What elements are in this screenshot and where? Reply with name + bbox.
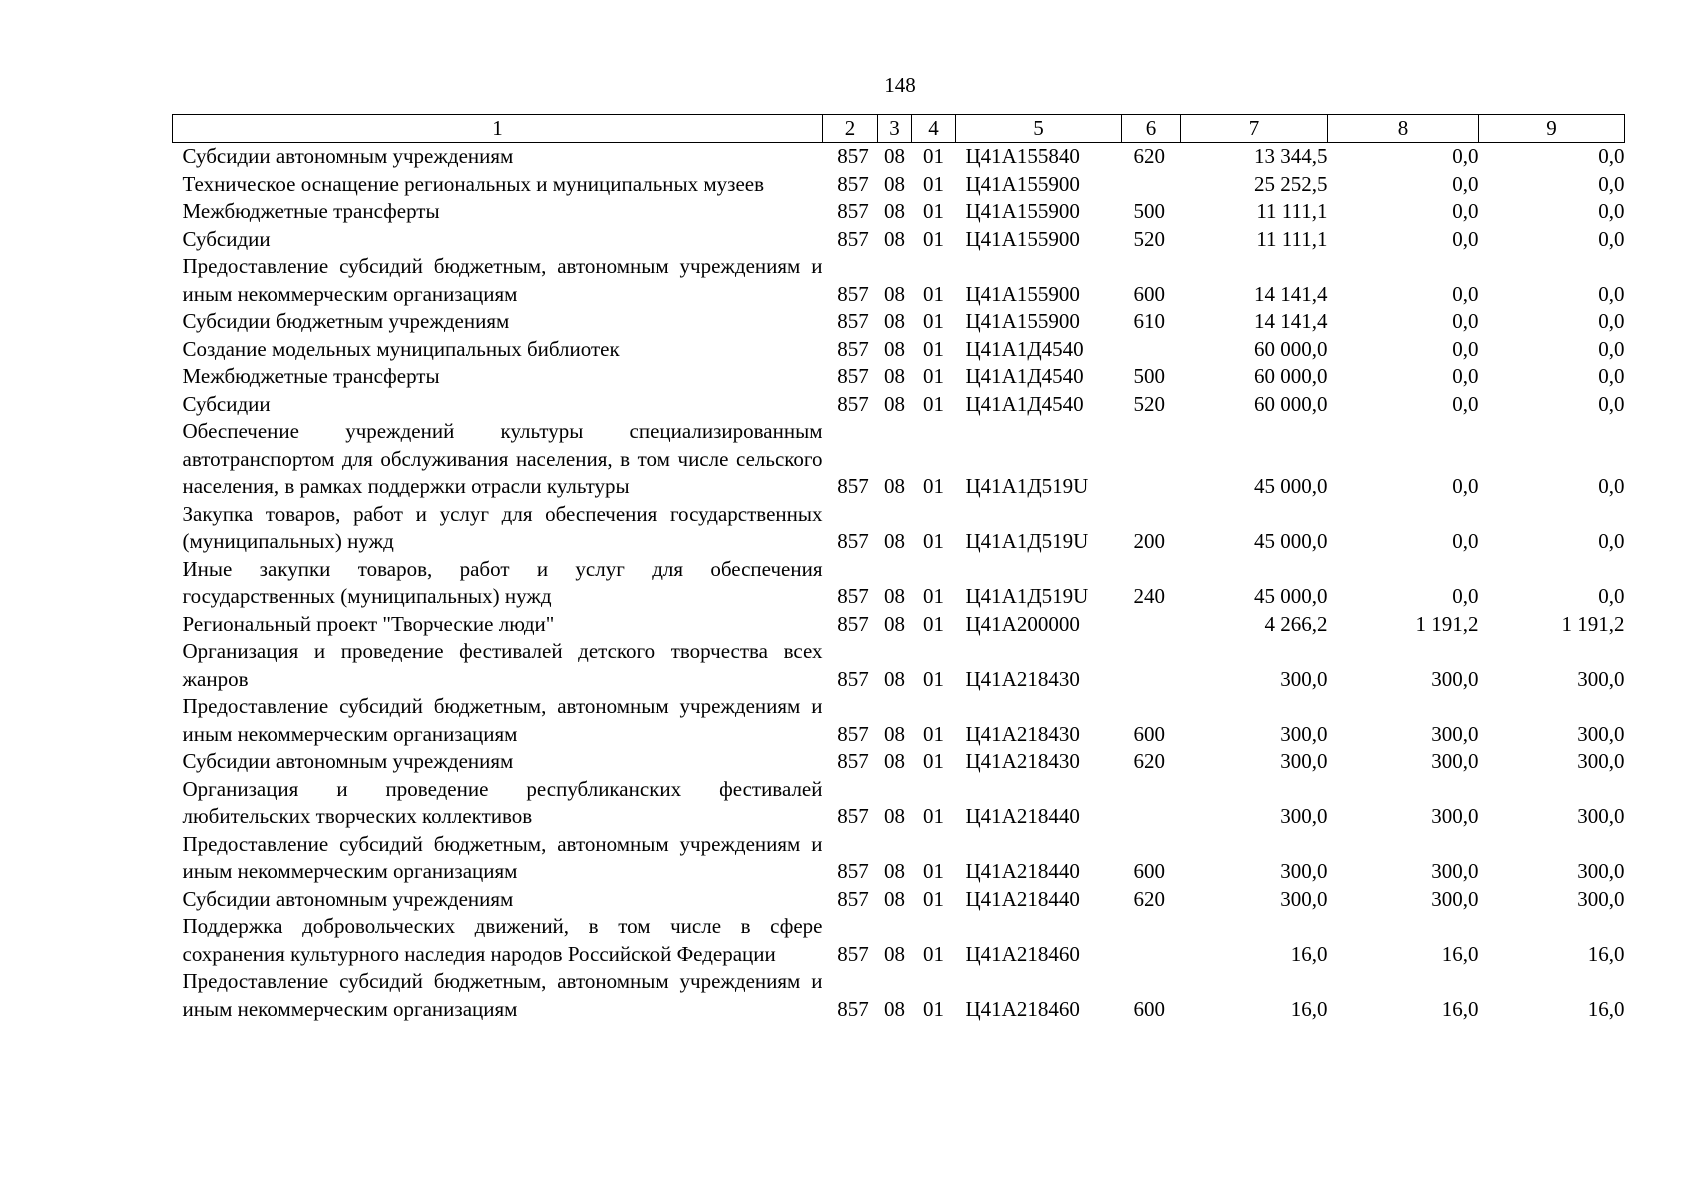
code-cell: 857 [837, 996, 869, 1021]
code-cell: 857 [837, 721, 869, 746]
amount-cell: 0,0 [1598, 226, 1625, 251]
table-row [173, 611, 1625, 639]
section-cell: 08 [884, 721, 905, 746]
subsection-cell: 01 [923, 996, 944, 1021]
row-name-cell: Создание модельных муниципальных библиотек [182, 336, 620, 361]
code-cell: 857 [837, 171, 869, 196]
expense-type-cell: 600 [1133, 281, 1165, 306]
section-cell: 08 [884, 859, 905, 883]
target-article-cell: Ц41А218430 [965, 721, 1080, 746]
subsection-cell: 01 [923, 611, 944, 636]
amount-cell: 0,0 [1452, 171, 1479, 196]
column-header: 4 [912, 115, 956, 143]
amount-cell: 0,0 [1452, 309, 1479, 333]
expense-type-cell: 200 [1133, 529, 1165, 553]
subsection-cell: 01 [923, 584, 944, 608]
amount-cell: 0,0 [1452, 144, 1479, 168]
column-header: 1 [173, 115, 823, 143]
subsection-cell: 01 [923, 529, 944, 553]
code-cell: 857 [837, 859, 869, 883]
column-header: 5 [956, 115, 1122, 143]
subsection-cell: 01 [923, 941, 944, 966]
table-row [173, 748, 1625, 776]
expense-type-cell: 620 [1133, 749, 1165, 773]
amount-cell: 0,0 [1452, 336, 1479, 361]
section-cell: 08 [884, 941, 905, 966]
table-row [173, 171, 1625, 199]
target-article-cell: Ц41А155840 [965, 144, 1080, 168]
target-article-cell: Ц41А1Д4540 [965, 391, 1084, 416]
amount-cell: 0,0 [1598, 281, 1625, 306]
amount-cell: 4 266,2 [1264, 611, 1328, 636]
amount-cell: 45 000,0 [1254, 474, 1328, 498]
amount-cell: 300,0 [1431, 749, 1479, 773]
amount-cell: 14 141,4 [1254, 309, 1328, 333]
subsection-cell: 01 [923, 721, 944, 746]
code-cell: 857 [837, 144, 869, 168]
table-row [173, 226, 1625, 254]
section-cell: 08 [884, 886, 905, 911]
expense-type-cell [1122, 611, 1181, 639]
expense-type-cell: 500 [1133, 364, 1165, 388]
amount-cell: 300,0 [1577, 749, 1625, 773]
target-article-cell: Ц41А1Д519U [965, 529, 1089, 553]
amount-cell: 0,0 [1598, 199, 1625, 223]
section-cell: 08 [884, 584, 905, 608]
target-article-cell: Ц41А218440 [965, 804, 1080, 828]
expense-type-cell [1122, 418, 1181, 501]
expense-type-cell: 600 [1133, 859, 1165, 883]
target-article-cell: Ц41А218460 [965, 996, 1080, 1021]
code-cell: 857 [837, 886, 869, 911]
expense-type-cell: 600 [1133, 721, 1165, 746]
target-article-cell: Ц41А1Д4540 [965, 364, 1084, 388]
table-row [173, 638, 1625, 693]
section-cell: 08 [884, 666, 905, 691]
table-row [173, 776, 1625, 831]
amount-cell: 0,0 [1598, 391, 1625, 416]
section-cell: 08 [884, 171, 905, 196]
expense-type-cell: 500 [1133, 199, 1165, 223]
column-header: 7 [1181, 115, 1328, 143]
amount-cell: 300,0 [1280, 804, 1328, 828]
target-article-cell: Ц41А1Д4540 [965, 336, 1084, 361]
target-article-cell: Ц41А1Д519U [965, 474, 1089, 498]
amount-cell: 0,0 [1452, 281, 1479, 306]
amount-cell: 300,0 [1280, 859, 1328, 883]
expense-type-cell: 610 [1133, 309, 1165, 333]
amount-cell: 300,0 [1280, 886, 1328, 911]
amount-cell: 300,0 [1577, 804, 1625, 828]
subsection-cell: 01 [923, 859, 944, 883]
code-cell: 857 [837, 611, 869, 636]
amount-cell: 16,0 [1441, 941, 1479, 966]
target-article-cell: Ц41А218430 [965, 749, 1080, 773]
amount-cell: 16,0 [1441, 996, 1479, 1021]
expense-type-cell: 620 [1133, 886, 1165, 911]
amount-cell: 300,0 [1577, 666, 1625, 691]
expense-type-cell [1122, 336, 1181, 364]
section-cell: 08 [884, 281, 905, 306]
subsection-cell: 01 [923, 336, 944, 361]
section-cell: 08 [884, 199, 905, 223]
target-article-cell: Ц41А155900 [965, 281, 1080, 306]
subsection-cell: 01 [923, 226, 944, 251]
target-article-cell: Ц41А218440 [965, 859, 1080, 883]
section-cell: 08 [884, 529, 905, 553]
table-row [173, 253, 1625, 308]
amount-cell: 300,0 [1431, 666, 1479, 691]
column-header: 9 [1479, 115, 1625, 143]
section-cell: 08 [884, 391, 905, 416]
amount-cell: 0,0 [1598, 584, 1625, 608]
amount-cell: 1 191,2 [1561, 611, 1625, 636]
table-row [173, 886, 1625, 914]
table-row [173, 693, 1625, 748]
column-header: 2 [823, 115, 878, 143]
row-name-cell: Региональный проект "Творческие люди" [182, 611, 555, 636]
row-name-cell: Иные закупки товаров, работ и услуг для обеспечения государственных (муниципальных) нужд [182, 556, 823, 608]
table-row [173, 913, 1625, 968]
subsection-cell: 01 [923, 886, 944, 911]
subsection-cell: 01 [923, 666, 944, 691]
expense-type-cell [1122, 913, 1181, 968]
section-cell: 08 [884, 611, 905, 636]
subsection-cell: 01 [923, 281, 944, 306]
expense-type-cell: 620 [1133, 144, 1165, 168]
table-row [173, 501, 1625, 556]
row-name-cell: Межбюджетные трансферты [182, 364, 440, 388]
target-article-cell: Ц41А155900 [965, 199, 1080, 223]
expense-type-cell [1122, 171, 1181, 199]
row-name-cell: Техническое оснащение региональных и муниципальных музеев [182, 171, 765, 196]
table-row [173, 308, 1625, 336]
amount-cell: 300,0 [1431, 886, 1479, 911]
row-name-cell: Предоставление субсидий бюджетным, автономным учреждениям и иным некоммерческим организациям [182, 254, 823, 306]
amount-cell: 300,0 [1280, 666, 1328, 691]
expense-type-cell: 600 [1133, 996, 1165, 1021]
row-name-cell: Субсидии автономным учреждениям [182, 886, 514, 911]
section-cell: 08 [884, 364, 905, 388]
table-row [173, 968, 1625, 1023]
code-cell: 857 [837, 309, 869, 333]
section-cell: 08 [884, 474, 905, 498]
amount-cell: 0,0 [1598, 474, 1625, 498]
row-name-cell: Предоставление субсидий бюджетным, автономным учреждениям и иным некоммерческим организациям [182, 831, 823, 883]
row-name-cell: Субсидии бюджетным учреждениям [182, 309, 510, 333]
row-name-cell: Субсидии [182, 391, 271, 416]
expense-type-cell: 520 [1133, 226, 1165, 251]
row-name-cell: Организация и проведение фестивалей детского творчества всех жанров [182, 639, 823, 691]
target-article-cell: Ц41А218460 [965, 941, 1080, 966]
amount-cell: 60 000,0 [1254, 336, 1328, 361]
column-header: 3 [878, 115, 912, 143]
target-article-cell: Ц41А1Д519U [965, 584, 1089, 608]
subsection-cell: 01 [923, 199, 944, 223]
amount-cell: 300,0 [1280, 721, 1328, 746]
row-name-cell: Закупка товаров, работ и услуг для обеспечения государственных (муниципальных) нужд [182, 501, 823, 553]
table-row [173, 556, 1625, 611]
subsection-cell: 01 [923, 309, 944, 333]
expense-type-cell [1122, 638, 1181, 693]
table-row [173, 418, 1625, 501]
amount-cell: 16,0 [1587, 941, 1625, 966]
code-cell: 857 [837, 336, 869, 361]
amount-cell: 25 252,5 [1254, 171, 1328, 196]
table-row [173, 336, 1625, 364]
amount-cell: 16,0 [1290, 941, 1328, 966]
code-cell: 857 [837, 749, 869, 773]
amount-cell: 0,0 [1598, 529, 1625, 553]
amount-cell: 16,0 [1587, 996, 1625, 1021]
code-cell: 857 [837, 391, 869, 416]
subsection-cell: 01 [923, 144, 944, 168]
amount-cell: 0,0 [1452, 199, 1479, 223]
expense-type-cell: 520 [1133, 391, 1165, 416]
code-cell: 857 [837, 584, 869, 608]
subsection-cell: 01 [923, 364, 944, 388]
amount-cell: 45 000,0 [1254, 584, 1328, 608]
page-number: 148 [884, 73, 916, 97]
amount-cell: 1 191,2 [1415, 611, 1479, 636]
table-row [173, 198, 1625, 226]
target-article-cell: Ц41А200000 [965, 611, 1080, 636]
amount-cell: 60 000,0 [1254, 391, 1328, 416]
code-cell: 857 [837, 804, 869, 828]
amount-cell: 0,0 [1598, 309, 1625, 333]
amount-cell: 0,0 [1452, 226, 1479, 251]
amount-cell: 60 000,0 [1254, 364, 1328, 388]
row-name-cell: Межбюджетные трансферты [182, 199, 440, 223]
table-row [173, 831, 1625, 886]
amount-cell: 0,0 [1452, 474, 1479, 498]
row-name-cell: Предоставление субсидий бюджетным, автономным учреждениям и иным некоммерческим организациям [182, 694, 823, 746]
section-cell: 08 [884, 336, 905, 361]
code-cell: 857 [837, 941, 869, 966]
amount-cell: 11 111,1 [1256, 226, 1328, 251]
code-cell: 857 [837, 226, 869, 251]
table-row [173, 143, 1625, 171]
budget-table [172, 114, 1625, 1023]
amount-cell: 45 000,0 [1254, 529, 1328, 553]
section-cell: 08 [884, 749, 905, 773]
row-name-cell: Обеспечение учреждений культуры специализированным автотранспортом для обслуживания населения, в том числе сельского населения, в рамках поддержки отрасли культуры [182, 419, 823, 498]
amount-cell: 300,0 [1577, 859, 1625, 883]
amount-cell: 11 111,1 [1256, 199, 1328, 223]
amount-cell: 300,0 [1577, 886, 1625, 911]
table-body [173, 143, 1625, 1024]
section-cell: 08 [884, 804, 905, 828]
amount-cell: 0,0 [1452, 364, 1479, 388]
subsection-cell: 01 [923, 171, 944, 196]
row-name-cell: Предоставление субсидий бюджетным, автономным учреждениям и иным некоммерческим организациям [182, 969, 823, 1021]
amount-cell: 0,0 [1598, 336, 1625, 361]
code-cell: 857 [837, 474, 869, 498]
column-header: 6 [1122, 115, 1181, 143]
target-article-cell: Ц41А155900 [965, 309, 1080, 333]
subsection-cell: 01 [923, 391, 944, 416]
row-name-cell: Субсидии автономным учреждениям [182, 144, 514, 168]
target-article-cell: Ц41А218430 [965, 666, 1080, 691]
amount-cell: 0,0 [1598, 144, 1625, 168]
expense-type-cell [1122, 776, 1181, 831]
code-cell: 857 [837, 281, 869, 306]
code-cell: 857 [837, 666, 869, 691]
table-header-row [173, 115, 1625, 143]
amount-cell: 0,0 [1452, 391, 1479, 416]
amount-cell: 13 344,5 [1254, 144, 1328, 168]
amount-cell: 16,0 [1290, 996, 1328, 1021]
amount-cell: 300,0 [1280, 749, 1328, 773]
row-name-cell: Организация и проведение республиканских фестивалей любительских творческих коллективов [182, 776, 823, 828]
section-cell: 08 [884, 144, 905, 168]
row-name-cell: Субсидии автономным учреждениям [182, 749, 514, 773]
section-cell: 08 [884, 309, 905, 333]
target-article-cell: Ц41А218440 [965, 886, 1080, 911]
subsection-cell: 01 [923, 749, 944, 773]
target-article-cell: Ц41А155900 [965, 226, 1080, 251]
amount-cell: 0,0 [1452, 529, 1479, 553]
subsection-cell: 01 [923, 804, 944, 828]
amount-cell: 300,0 [1431, 721, 1479, 746]
amount-cell: 300,0 [1577, 721, 1625, 746]
table-row [173, 391, 1625, 419]
row-name-cell: Субсидии [182, 226, 271, 251]
column-header: 8 [1328, 115, 1479, 143]
amount-cell: 0,0 [1598, 364, 1625, 388]
target-article-cell: Ц41А155900 [965, 171, 1080, 196]
expense-type-cell: 240 [1133, 584, 1165, 608]
amount-cell: 14 141,4 [1254, 281, 1328, 306]
row-name-cell: Поддержка добровольческих движений, в том числе в сфере сохранения культурного наследия народов Российской Федерации [182, 914, 823, 966]
code-cell: 857 [837, 529, 869, 553]
subsection-cell: 01 [923, 474, 944, 498]
amount-cell: 0,0 [1452, 584, 1479, 608]
table-row [173, 363, 1625, 391]
code-cell: 857 [837, 364, 869, 388]
amount-cell: 300,0 [1431, 859, 1479, 883]
code-cell: 857 [837, 199, 869, 223]
amount-cell: 0,0 [1598, 171, 1625, 196]
section-cell: 08 [884, 996, 905, 1021]
amount-cell: 300,0 [1431, 804, 1479, 828]
section-cell: 08 [884, 226, 905, 251]
